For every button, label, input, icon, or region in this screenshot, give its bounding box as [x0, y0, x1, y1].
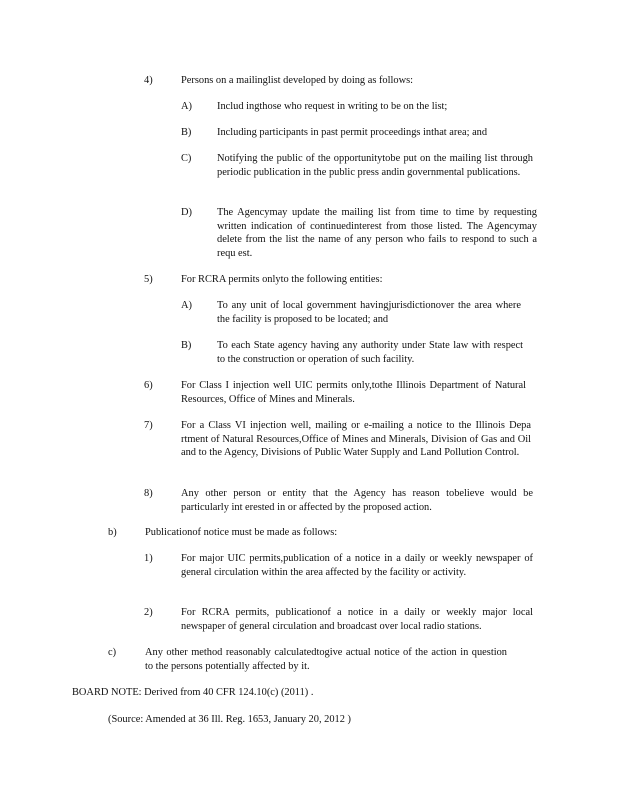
item-text: For RCRA permits, publicationof a notice in a daily or weekly major local newspaper of general circulation and broadcast over local radio stations. — [181, 607, 533, 632]
item-text: Any other method reasonably calculatedtogive actual notice of the action in question to the persons potentially affected by it. — [145, 647, 507, 672]
item-label: 6) — [144, 380, 153, 391]
item-label: 5) — [144, 274, 153, 285]
item-text: The Agencymay update the mailing list from time to time by requesting written indication of continuedinterest from those listed. The Agencymay delete from the list the name of any person who fails to respond to such a requ est. — [217, 207, 537, 259]
item-label: B) — [181, 340, 192, 351]
item-label: 1) — [144, 553, 153, 564]
item-text: For a Class VI injection well, mailing or e-mailing a notice to the Illinois Depa rtment of Natural Resources,Office of Mines and Minerals, Division of Gas and Oil and to the Agency, Divisions of Public Water Supply and Land Pollution Control. — [181, 420, 531, 459]
item-label: 8) — [144, 488, 153, 499]
item-text: Any other person or entity that the Agency has reason tobelieve would be particularly int erested in or affected by the proposed action. — [181, 488, 533, 513]
item-text: For Class I injection well UIC permits only,tothe Illinois Department of Natural Resources, Office of Mines and Minerals. — [181, 380, 526, 405]
item-label: 4) — [144, 75, 153, 86]
source-note: (Source: Amended at 36 Ill. Reg. 1653, January 20, 2012 ) — [108, 714, 351, 725]
board-note: BOARD NOTE: Derived from 40 CFR 124.10(c) (2011) . — [72, 687, 314, 698]
item-text: Persons on a mailinglist developed by doing as follows: — [181, 75, 414, 86]
item-text: Notifying the public of the opportunitytobe put on the mailing list through periodic publication in the public press andin governmental publications. — [217, 153, 533, 178]
item-text: To any unit of local government havingjurisdictionover the area where the facility is proposed to be located; and — [217, 300, 521, 325]
item-label: A) — [181, 101, 192, 112]
item-text: Including participants in past permit proceedings inthat area; and — [217, 127, 488, 138]
item-label: c) — [108, 647, 117, 658]
item-text: Publicationof notice must be made as follows: — [145, 527, 338, 538]
item-text: Includ ingthose who request in writing to be on the list; — [217, 101, 448, 112]
item-label: C) — [181, 153, 192, 164]
item-label: D) — [181, 207, 192, 218]
item-label: b) — [108, 527, 117, 538]
item-label: B) — [181, 127, 192, 138]
item-text: For RCRA permits onlyto the following entities: — [181, 274, 383, 285]
item-text: For major UIC permits,publication of a notice in a daily or weekly newspaper of general circulation within the area affected by the facility or activity. — [181, 553, 533, 578]
item-label: 2) — [144, 607, 153, 618]
item-label: 7) — [144, 420, 153, 431]
item-label: A) — [181, 300, 192, 311]
item-text: To each State agency having any authority under State law with respect to the construction or operation of such facility. — [217, 340, 523, 365]
